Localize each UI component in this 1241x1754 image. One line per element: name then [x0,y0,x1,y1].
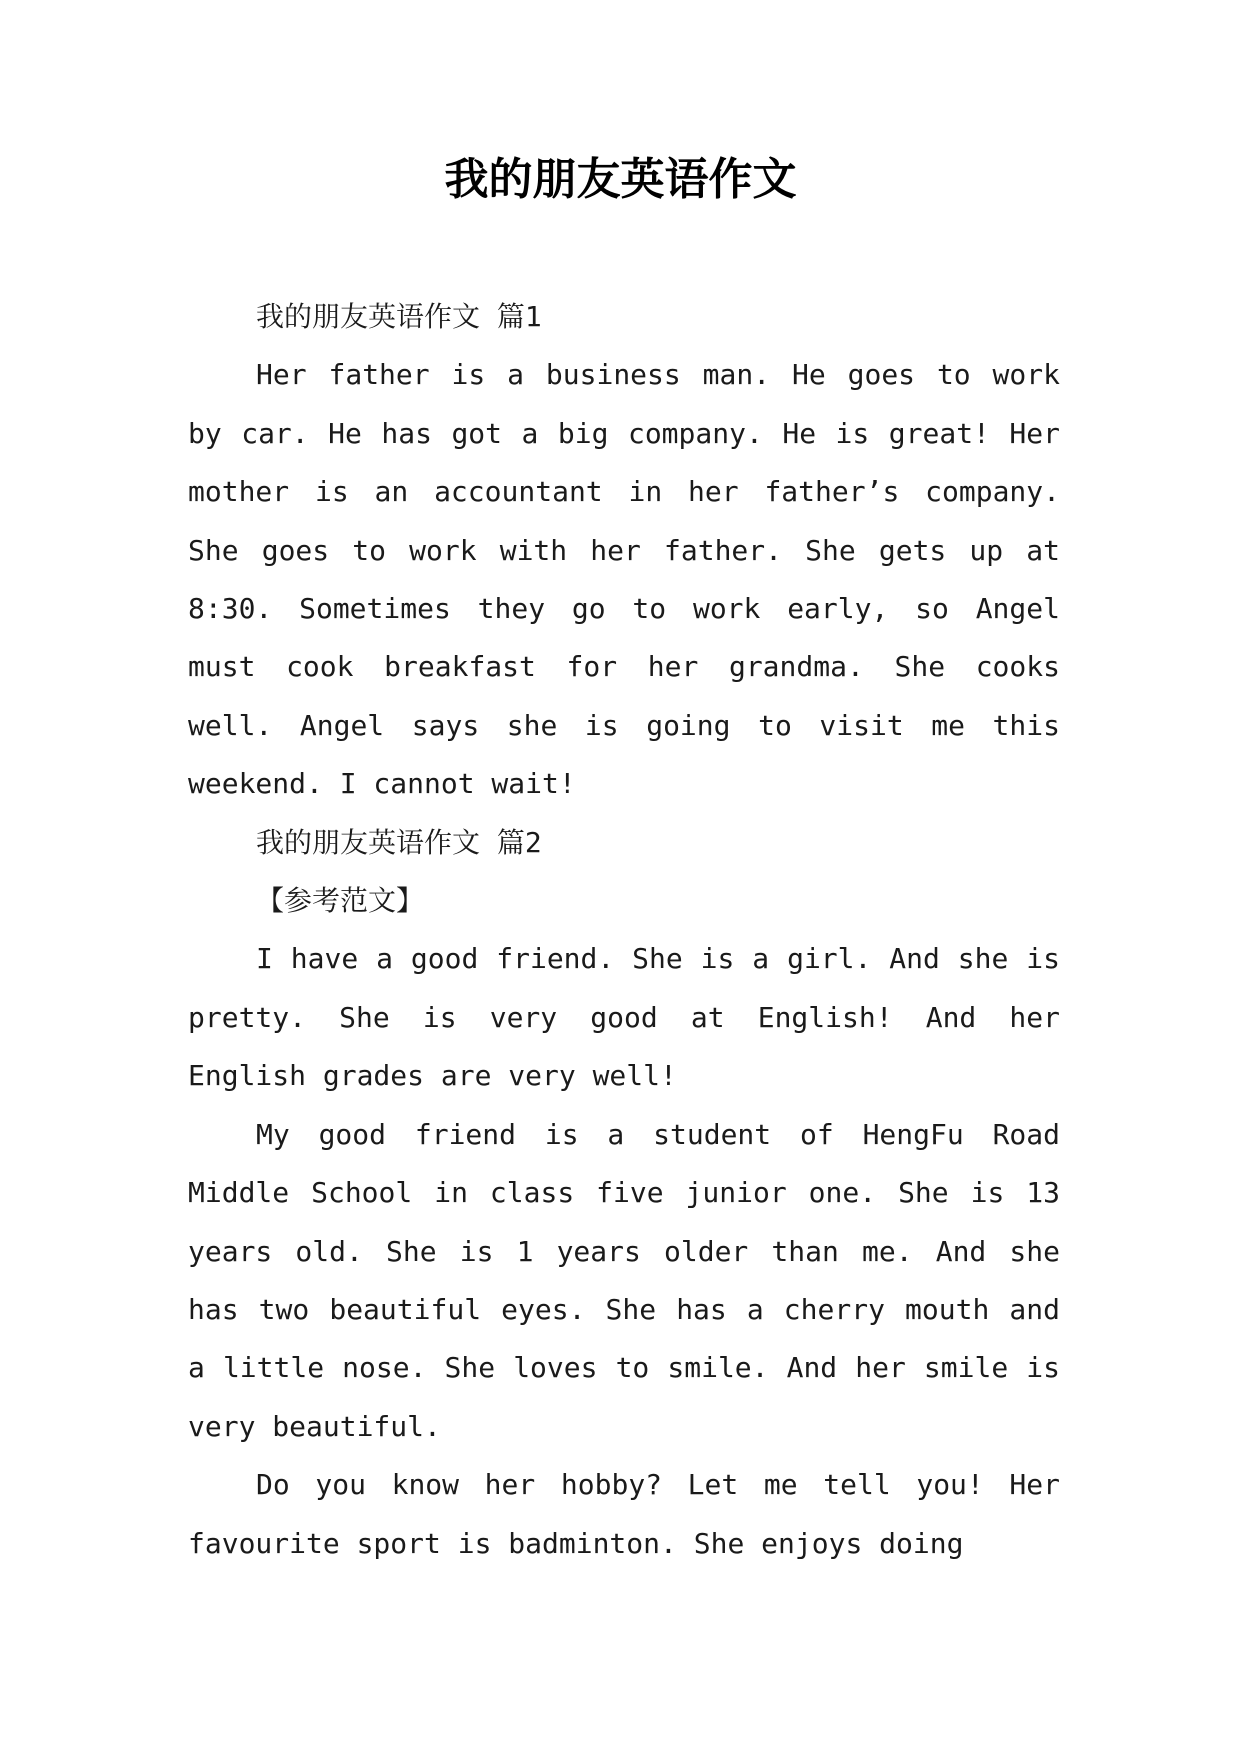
section-heading-1: 我的朋友英语作文 篇1 [256,300,542,333]
paragraph: Her father is a business man. He goes to work by car. He has got a big company. He is great! Her mother is an accountant in her father’s company. She goes to work with her father. She gets up at 8:30. Sometimes they go to work early, so Angel must cook breakfast for her grandma. She cooks well. Angel says she is going to visit me this weekend. I cannot wait! [188,358,1060,801]
section-heading-2: 我的朋友英语作文 篇2 [256,825,542,859]
document-title: 我的朋友英语作文 [444,154,797,205]
paragraph: I have a good friend. She is a girl. And she is pretty. She is very good at English! And her English grades are very well! [188,942,1060,1093]
paragraph: My good friend is a student of HengFu Road Middle School in class five junior one. She is 13 years old. She is 1 years older than me. And she has two beautiful eyes. She has a cherry mouth and a little nose. She loves to smile. And her smile is very beautiful. [188,1117,1060,1443]
document-body [188,288,1060,1573]
reference-label: 【参考范文】 [256,884,425,918]
paragraph: Do you know her hobby? Let me tell you! Her favourite sport is badminton. She enjoys doing [188,1468,1060,1560]
